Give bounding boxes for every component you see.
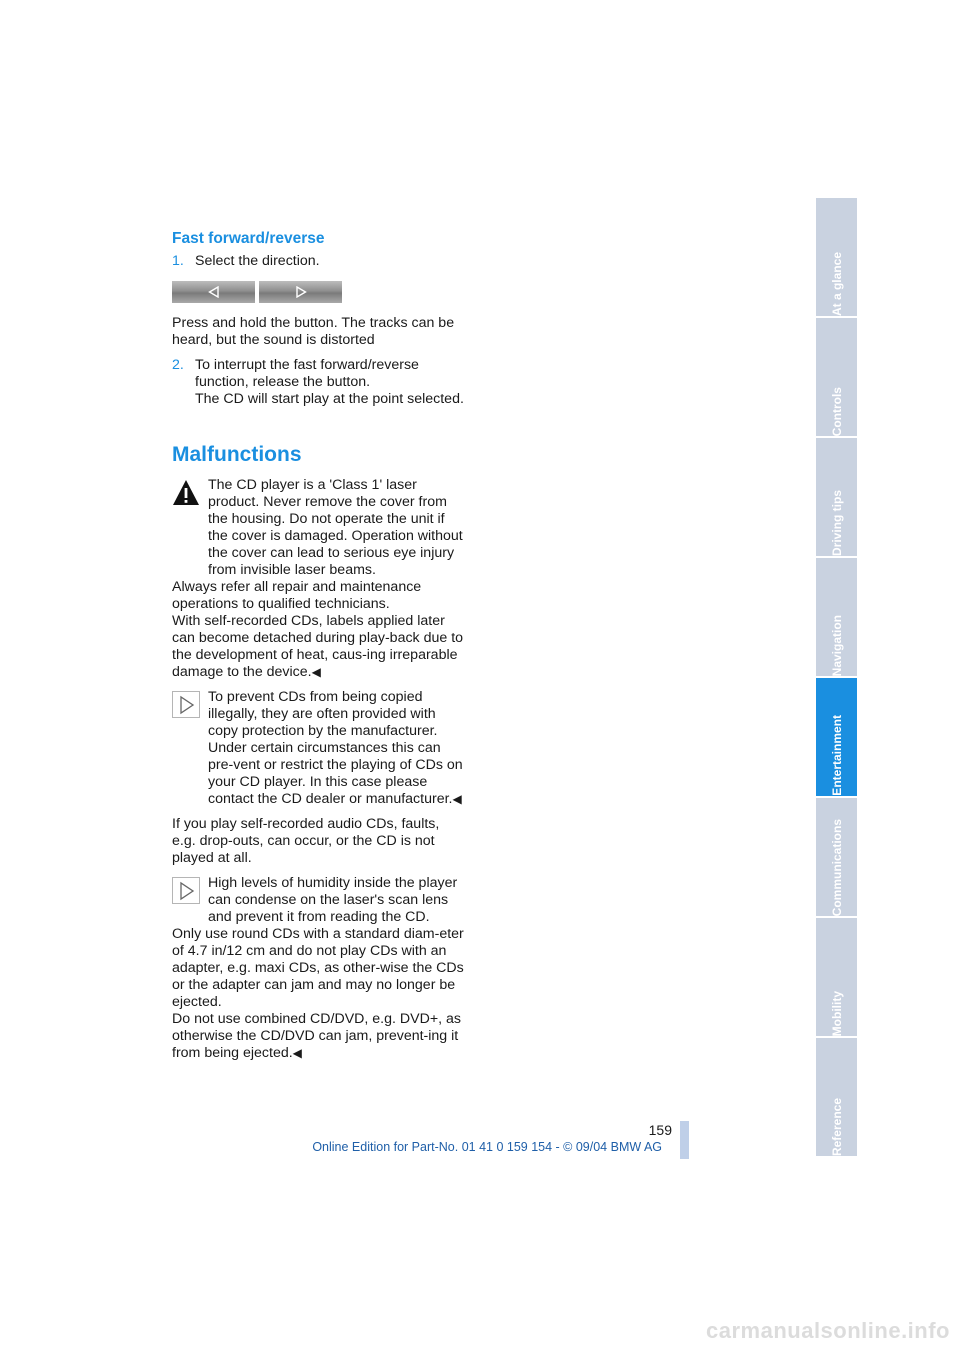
note-text-body: To prevent CDs from being copied illegally, they are often provided with copy protection by the manufacturer. Under certain circumstances this can pre-vent or restrict the playing of CDs on your CD player. In this case please contact the CD dealer or manufacturer. [208,689,463,807]
tab-mobility[interactable] [816,918,857,1036]
left-triangle-icon [208,286,220,298]
note-text-2: Only use round CDs with a standard diam-eter of 4.7 in/12 cm and do not play CDs with an adapter, e.g. maxi CDs, as other-wise the CDs or the adapter can jam and may no longer be ejected. [172,926,464,1010]
warning-text-3 [172,613,464,681]
tab-at-a-glance[interactable] [816,198,857,316]
tab-label: Mobility [829,990,844,1036]
tab-controls[interactable] [816,318,857,436]
warning-text-2: Always refer all repair and maintenance operations to qualified technicians. [172,579,422,612]
tab-label: Communications [829,818,844,916]
tab-navigation[interactable] [816,558,857,676]
main-content [172,230,464,1070]
step-number: 2. [172,357,184,373]
warning-note [172,477,464,681]
note-text: High levels of humidity inside the player can condense on the laser's scan lens and prevent it from reading the CD. [208,875,458,925]
tab-communications[interactable] [816,798,857,916]
tab-label: Reference [829,1097,844,1156]
direction-buttons [172,281,464,303]
reverse-button[interactable] [172,281,255,303]
page-number-bar [680,1121,689,1159]
chapter-tabs [816,198,857,1158]
body-paragraph: If you play self-recorded audio CDs, faults, e.g. drop-outs, can occur, or the CD is not played at all. [172,816,440,866]
forward-button[interactable] [259,281,342,303]
end-mark-icon: ◀ [311,665,321,679]
tab-label: Navigation [829,614,844,676]
info-note-2 [172,875,464,1062]
step-text: Select the direction. [195,253,320,269]
tab-label: Controls [829,386,844,436]
section-heading-malfunctions: Malfunctions [172,443,302,466]
step-2-line-1: To interrupt the fast forward/reverse function, release the button. [195,357,419,390]
tab-label: Driving tips [829,489,844,556]
warning-text: The CD player is a 'Class 1' laser product. Never remove the cover from the housing. Do not operate the unit if the cover is damaged. Operation without the cover can lead to serious eye injury from invisible laser beams. [208,477,463,578]
step-1 [172,253,464,270]
tab-driving-tips[interactable] [816,438,857,556]
note-text [172,689,464,808]
end-mark-icon: ◀ [292,1046,302,1060]
section-heading-fast-forward: Fast forward/reverse [172,230,325,247]
note-triangle-icon [172,691,200,718]
note-triangle-icon [172,877,200,904]
end-mark-icon: ◀ [452,792,462,806]
watermark: carmanualsonline.info [706,1318,950,1343]
page-number: 159 [648,1122,672,1138]
step-2-line-2: The CD will start play at the point selected. [195,391,464,407]
note-text-3 [172,1011,464,1062]
tab-reference[interactable] [816,1038,857,1156]
right-triangle-icon [295,286,307,298]
tab-label: At a glance [829,251,844,316]
footer-edition-text: Online Edition for Part-No. 01 41 0 159 154 - © 09/04 BMW AG [312,1140,662,1154]
tab-label: Entertainment [829,715,844,796]
step-number: 1. [172,253,184,269]
warning-text-3-body: With self-recorded CDs, labels applied later can become detached during play-back due to the development of heat, caus-ing irreparable damage to the device. [172,613,464,680]
note-text-3-body: Do not use combined CD/DVD, e.g. DVD+, as otherwise the CD/DVD can jam, prevent-ing it from being ejected. [172,1011,462,1061]
warning-triangle-icon [172,479,200,506]
tab-entertainment[interactable] [816,678,857,796]
step-text [195,357,464,408]
step-1-detail: Press and hold the button. The tracks can be heard, but the sound is distorted [172,315,455,348]
info-note [172,689,464,808]
step-2 [172,357,464,408]
